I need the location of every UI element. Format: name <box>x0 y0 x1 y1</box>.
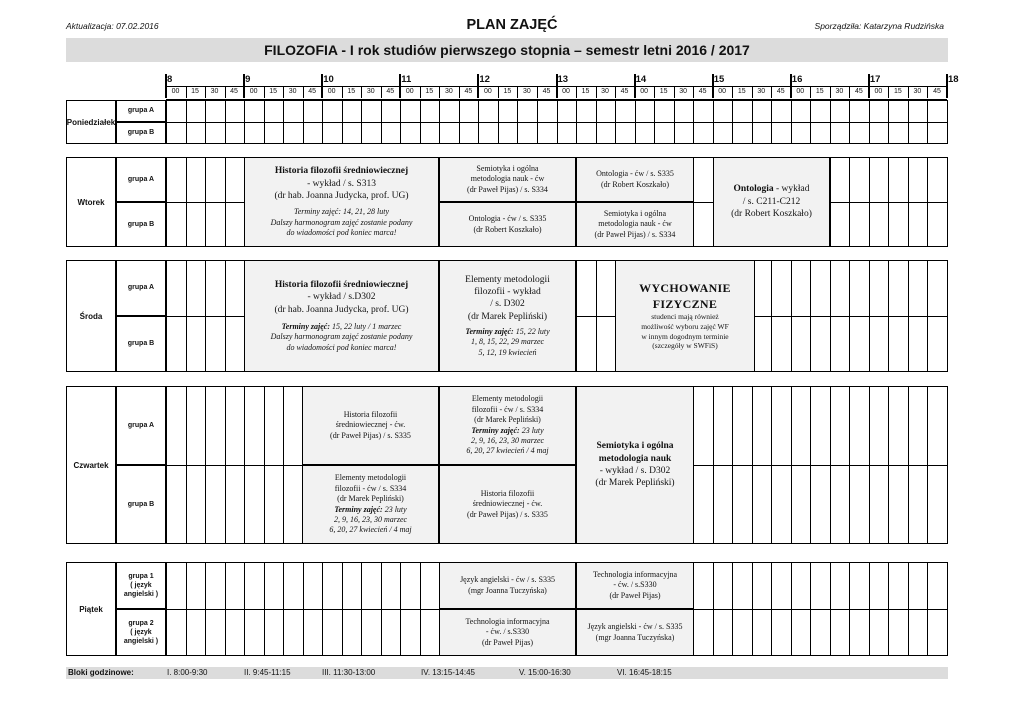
hour-label: 16 <box>791 74 803 85</box>
quarter-label: 45 <box>542 88 551 95</box>
quarter-tick <box>771 86 772 98</box>
update-date: Aktualizacja: 07.02.2016 <box>66 21 159 31</box>
quarter-label: 00 <box>874 88 883 95</box>
class-ontology-exercise: Ontologia - ćw / s. S335 (dr Robert Koszkało) <box>439 202 576 247</box>
hour-label: 12 <box>479 74 490 85</box>
group-divider <box>116 122 948 123</box>
day-wednesday: Środa <box>66 260 116 372</box>
time-block: V. 15:00-16:30 <box>519 668 571 677</box>
class-ontology-exercise: Ontologia - ćw / s. S335 (dr Robert Koszkało) <box>576 157 694 202</box>
quarter-label: 30 <box>366 88 375 95</box>
quarter-tick <box>615 86 616 98</box>
quarter-tick <box>596 86 597 98</box>
quarter-label: 15 <box>737 88 746 95</box>
class-physical-education: WYCHOWANIE FIZYCZNE studenci mają również możliwość wyboru zajęć WF w innym dogodnym terminie (szczegóły w SWFiS) <box>615 260 755 372</box>
group-label: grupa B <box>116 316 166 372</box>
quarter-label: 45 <box>698 88 707 95</box>
class-history-exercise: Historia filozofii średniowiecznej - ćw. (dr Paweł Pijas) / s. S335 <box>302 386 439 465</box>
day-monday: Poniedziałek <box>66 100 116 144</box>
group-label: grupa A <box>116 157 166 202</box>
hour-label: 18 <box>948 74 959 85</box>
class-methodology-lecture: Elementy metodologii filozofii - wykład / s. D302 (dr Marek Pepliński) Terminy zajęć: 15, 22 luty 1, 8, 15, 22, 29 marzec 5, 12, 19 kwiecień <box>439 260 576 372</box>
quarter-tick <box>283 86 284 98</box>
quarter-label: 30 <box>679 88 688 95</box>
quarter-label: 30 <box>288 88 297 95</box>
quarter-label: 15 <box>269 88 278 95</box>
class-ontology-lecture: Ontologia - wykład / s. C211-C212 (dr Robert Koszkało) <box>713 157 830 247</box>
class-semiotics-exercise: Semiotyka i ogólna metodologia nauk - ćw (dr Paweł Pijas) / s. S334 <box>576 202 694 247</box>
quarter-tick <box>693 86 694 98</box>
quarter-label: 15 <box>659 88 668 95</box>
quarter-label: 30 <box>913 88 922 95</box>
time-block: IV. 13:15-14:45 <box>421 668 475 677</box>
group-label: grupa A <box>116 386 166 465</box>
time-block: III. 11:30-13:00 <box>322 668 376 677</box>
quarter-tick <box>517 86 518 98</box>
hour-label: 8 <box>167 74 173 85</box>
quarter-label: 15 <box>503 88 512 95</box>
quarter-label: 45 <box>230 88 238 95</box>
quarter-label: 00 <box>171 88 180 95</box>
quarter-tick <box>342 86 343 98</box>
author: Sporządziła: Katarzyna Rudzińska <box>814 21 944 31</box>
group-label: grupa A <box>116 260 166 316</box>
quarter-tick <box>674 86 675 98</box>
quarter-tick <box>264 86 265 98</box>
class-english-exercise: Język angielski - ćw / s. S335 (mgr Joanna Tuczyńska) <box>576 609 694 656</box>
time-blocks-legend <box>66 667 948 679</box>
quarter-label: 45 <box>464 88 473 95</box>
quarter-label: 45 <box>933 88 941 95</box>
quarter-label: 45 <box>854 88 863 95</box>
class-it-exercise: Technologia informacyjna - ćw. / s.S330 (dr Paweł Pijas) <box>576 562 694 609</box>
quarter-tick <box>186 86 187 98</box>
hour-label: 15 <box>713 74 725 85</box>
quarter-label: 15 <box>894 88 902 95</box>
class-methodology-exercise: Elementy metodologii filozofii - ćw / s. S334 (dr Marek Pepliński) Terminy zajęć: 23 luty 2, 9, 16, 23, 30 marzec 6, 20, 27 kwiecień / 4 maj <box>302 465 439 544</box>
quarter-tick <box>810 86 811 98</box>
quarter-label: 00 <box>562 88 570 95</box>
time-blocks-label: Bloki godzinowe: <box>68 668 134 677</box>
group-label: grupa B <box>116 465 166 544</box>
quarter-tick <box>498 86 499 98</box>
hour-label: 11 <box>401 74 412 85</box>
quarter-tick <box>830 86 831 98</box>
quarter-label: 15 <box>815 88 824 95</box>
quarter-label: 30 <box>601 88 609 95</box>
group-label: grupa 1 ( język angielski ) <box>116 562 166 609</box>
quarter-label: 45 <box>308 88 317 95</box>
quarter-label: 45 <box>776 88 785 95</box>
class-history-lecture: Historia filozofii średniowiecznej - wykład / s. S313 (dr hab. Joanna Judycka, prof. UG) Terminy zajęć: 14, 21, 28 luty Dalszy harmonogram zajęć zostanie podany do wiadomości pod koniec marca! <box>244 157 439 247</box>
day-thursday: Czwartek <box>66 386 116 544</box>
page-title: PLAN ZAJĘĆ <box>466 17 558 33</box>
quarter-label: 15 <box>191 88 199 95</box>
quarter-tick <box>303 86 304 98</box>
hour-label: 17 <box>869 74 881 85</box>
time-block: I. 8:00-9:30 <box>167 668 208 677</box>
class-english-exercise: Język angielski - ćw / s. S335 (mgr Joanna Tuczyńska) <box>439 562 576 609</box>
time-block: II. 9:45-11:15 <box>244 668 291 677</box>
quarter-tick <box>459 86 460 98</box>
quarter-tick <box>381 86 382 98</box>
day-tuesday: Wtorek <box>66 157 116 247</box>
quarter-tick <box>849 86 850 98</box>
quarter-tick <box>205 86 206 98</box>
group-label: grupa 2 ( język angielski ) <box>116 609 166 656</box>
quarter-tick <box>420 86 421 98</box>
quarter-label: 45 <box>386 88 395 95</box>
quarter-label: 30 <box>210 88 219 95</box>
quarter-label: 30 <box>835 88 844 95</box>
group-label: grupa B <box>116 202 166 247</box>
quarter-label: 15 <box>581 88 590 95</box>
quarter-tick <box>927 86 928 98</box>
class-history-exercise: Historia filozofii średniowiecznej - ćw. (dr Paweł Pijas) / s. S335 <box>439 465 576 544</box>
quarter-label: 30 <box>444 88 453 95</box>
class-semiotics-lecture: Semiotyka i ogólna metodologia nauk - wykład / s. D302 (dr Marek Pepliński) <box>576 386 694 544</box>
group-label: grupa B <box>116 122 166 144</box>
hour-label: 9 <box>245 74 251 85</box>
quarter-label: 15 <box>425 88 434 95</box>
schedule-subtitle: FILOZOFIA - I rok studiów pierwszego stopnia – semestr letni 2016 / 2017 <box>66 38 948 62</box>
quarter-label: 00 <box>640 88 648 95</box>
quarter-tick <box>439 86 440 98</box>
quarter-tick <box>576 86 577 98</box>
quarter-tick <box>225 86 226 98</box>
quarter-label: 00 <box>405 88 414 95</box>
day-friday: Piątek <box>66 562 116 656</box>
hour-label: 14 <box>635 74 647 85</box>
class-history-lecture: Historia filozofii średniowiecznej - wykład / s.D302 (dr hab. Joanna Judycka, prof. UG) Terminy zajęć: 15, 22 luty / 1 marzec Dalszy harmonogram zajęć zostanie podany do wiadomości pod koniec marca! <box>244 260 439 372</box>
quarter-label: 00 <box>796 88 805 95</box>
quarter-tick <box>537 86 538 98</box>
time-block: VI. 16:45-18:15 <box>617 668 672 677</box>
quarter-tick <box>654 86 655 98</box>
quarter-tick <box>361 86 362 98</box>
quarter-label: 00 <box>718 88 727 95</box>
class-it-exercise: Technologia informacyjna - ćw. / s.S330 (dr Paweł Pijas) <box>439 609 576 656</box>
quarter-label: 15 <box>347 88 356 95</box>
hour-label: 13 <box>557 74 569 85</box>
quarter-label: 30 <box>757 88 766 95</box>
quarter-tick <box>888 86 889 98</box>
quarter-label: 45 <box>620 88 629 95</box>
class-methodology-exercise: Elementy metodologii filozofii - ćw / s. S334 (dr Marek Pepliński) Terminy zajęć: 23 luty 2, 9, 16, 23, 30 marzec 6, 20, 27 kwiecień / 4 maj <box>439 386 576 465</box>
hour-label: 10 <box>323 74 334 85</box>
quarter-tick <box>752 86 753 98</box>
quarter-tick <box>732 86 733 98</box>
quarter-label: 00 <box>483 88 492 95</box>
quarter-label: 30 <box>523 88 531 95</box>
quarter-label: 00 <box>327 88 336 95</box>
quarter-tick <box>908 86 909 98</box>
group-label: grupa A <box>116 100 166 122</box>
quarter-label: 00 <box>249 88 258 95</box>
class-semiotics-exercise: Semiotyka i ogólna metodologia nauk - ćw (dr Paweł Pijas) / s. S334 <box>439 157 576 202</box>
